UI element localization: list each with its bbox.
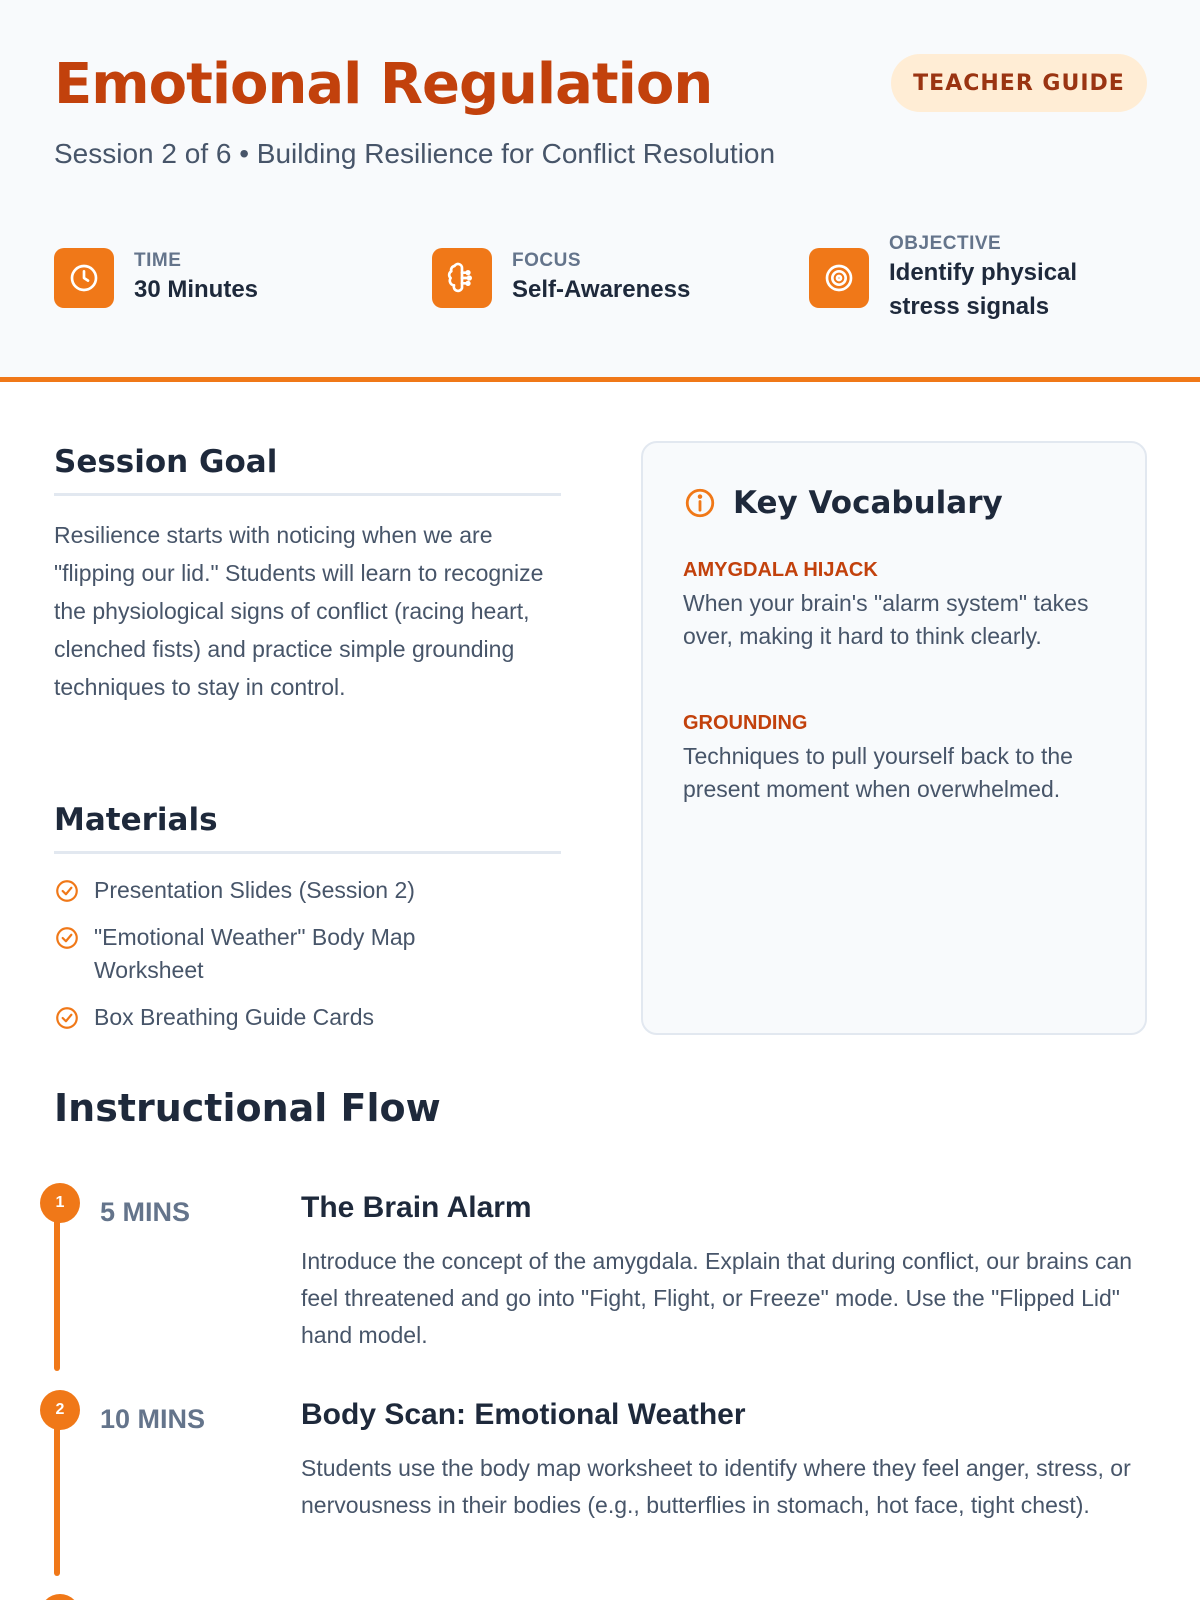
meta-time <box>54 248 258 308</box>
list-item <box>54 921 554 987</box>
materials-list <box>54 874 554 1048</box>
step-duration: 10 MINS <box>100 1404 206 1434</box>
section-divider <box>54 493 561 496</box>
brain-icon <box>432 248 492 308</box>
section-divider <box>54 851 561 854</box>
meta-focus-value: Self-Awareness <box>512 276 691 303</box>
materials-heading: Materials <box>54 802 218 838</box>
list-item <box>54 1001 554 1034</box>
session-goal-heading: Session Goal <box>54 444 278 480</box>
step-description: Introduce the concept of the amygdala. Explain that during conflict, our brains can feel threatened and go into "Fight, Flight, or Freeze" mode. Use the "Flipped Lid" hand model. <box>301 1248 1133 1348</box>
check-circle-icon <box>54 1005 80 1031</box>
term-name: GROUNDING <box>683 712 808 734</box>
step-title: The Brain Alarm <box>301 1191 532 1224</box>
step-number-badge-partial <box>40 1594 80 1600</box>
material-label: Box Breathing Guide Cards <box>94 1004 374 1030</box>
page-header <box>0 0 1200 382</box>
meta-objective <box>809 232 1119 324</box>
key-vocabulary-card <box>641 441 1147 1035</box>
step-title: Body Scan: Emotional Weather <box>301 1398 746 1431</box>
teacher-guide-badge: TEACHER GUIDE <box>891 54 1147 112</box>
step-number-badge: 2 <box>40 1390 80 1430</box>
meta-objective-label: OBJECTIVE <box>889 233 1002 254</box>
timeline-line <box>54 1408 60 1576</box>
step-description: Students use the body map worksheet to identify where they feel anger, stress, or nervousness in their bodies (e.g., butterflies in stomach, hot face, tight chest). <box>301 1455 1131 1518</box>
vocabulary-heading: Key Vocabulary <box>733 485 1003 521</box>
session-goal-text: Resilience starts with noticing when we are "flipping our lid." Students will learn to recognize the physiological signs of conflict (racing heart, clenched fists) and practice simple grounding techniques to stay in control. <box>54 522 544 700</box>
info-icon <box>683 486 717 520</box>
check-circle-icon <box>54 878 80 904</box>
step-number-badge: 1 <box>40 1183 80 1223</box>
material-label: Presentation Slides (Session 2) <box>94 877 415 903</box>
meta-focus-label: FOCUS <box>512 250 581 271</box>
page-subtitle: Session 2 of 6 • Building Resilience for Conflict Resolution <box>54 138 776 169</box>
list-item <box>54 874 554 907</box>
flow-step <box>40 1183 1160 1353</box>
clock-icon <box>54 248 114 308</box>
page-title: Emotional Regulation <box>54 52 713 117</box>
term-definition: Techniques to pull yourself back to the present moment when overwhelmed. <box>683 743 1073 802</box>
meta-focus <box>432 248 690 308</box>
timeline-line <box>54 1201 60 1371</box>
meta-time-value: 30 Minutes <box>134 276 259 303</box>
flow-step <box>40 1390 1160 1560</box>
instructional-flow-heading: Instructional Flow <box>54 1086 441 1130</box>
meta-objective-value: Identify physical stress signals <box>889 259 1078 320</box>
material-label: "Emotional Weather" Body Map Worksheet <box>94 924 416 983</box>
vocabulary-header <box>683 485 1003 521</box>
term-definition: When your brain's "alarm system" takes over, making it hard to think clearly. <box>683 590 1089 649</box>
term-name: AMYGDALA HIJACK <box>683 559 878 581</box>
step-duration: 5 MINS <box>100 1197 191 1227</box>
target-icon <box>809 248 869 308</box>
vocabulary-term <box>683 710 1103 806</box>
vocabulary-term <box>683 557 1103 653</box>
meta-time-label: TIME <box>134 250 182 271</box>
check-circle-icon <box>54 925 80 951</box>
